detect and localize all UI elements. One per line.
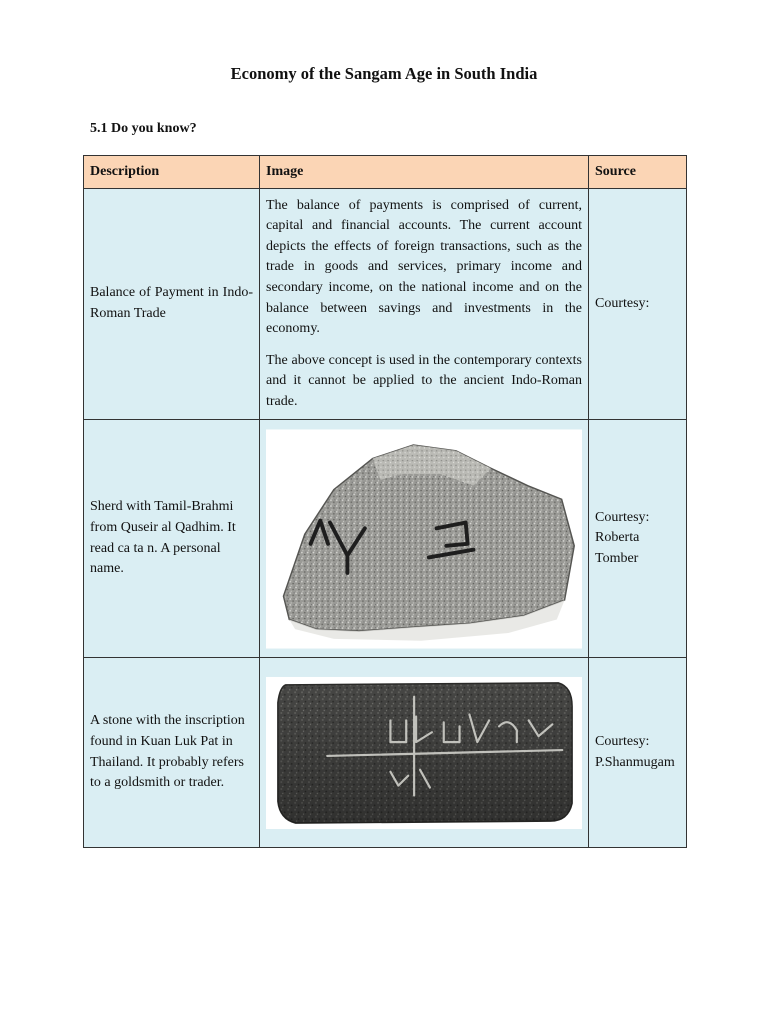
row-image [260,658,589,848]
row-source: Courtesy: P.Shanmugam [589,658,687,848]
sherd-photo [266,426,582,652]
table-row [84,658,687,848]
row-description: Balance of Payment in Indo-Roman Trade [84,189,260,420]
row-source: Courtesy: Roberta Tomber [589,420,687,658]
row-source: Courtesy: [589,189,687,420]
inscribed-stone-photo [266,676,582,830]
row-image-text [260,189,589,420]
header-image: Image [260,156,589,189]
info-table [83,155,687,848]
section-heading: 5.1 Do you know? [90,121,197,136]
table-row [84,189,687,420]
table-row [84,420,687,658]
row-image [260,420,589,658]
image-text-paragraph: The balance of payments is comprised of current, capital and financial accounts. The current account depicts the effects of foreign transactions, such as the trade in goods and services, primary income and secondary income, on the national income and on the balance between savings and investments in the economy. [266,197,582,337]
header-description: Description [84,156,260,189]
image-text-paragraph: The above concept is used in the contemporary contexts and it cannot be applied to the ancient Indo-Roman trade. [266,352,582,409]
row-description: A stone with the inscription found in Kuan Luk Pat in Thailand. It probably refers to a goldsmith or trader. [84,658,260,848]
row-description: Sherd with Tamil-Brahmi from Quseir al Qadhim. It read ca ta n. A personal name. [84,420,260,658]
header-source: Source [589,156,687,189]
header-row [84,156,687,189]
document-title: Economy of the Sangam Age in South India [230,64,538,83]
